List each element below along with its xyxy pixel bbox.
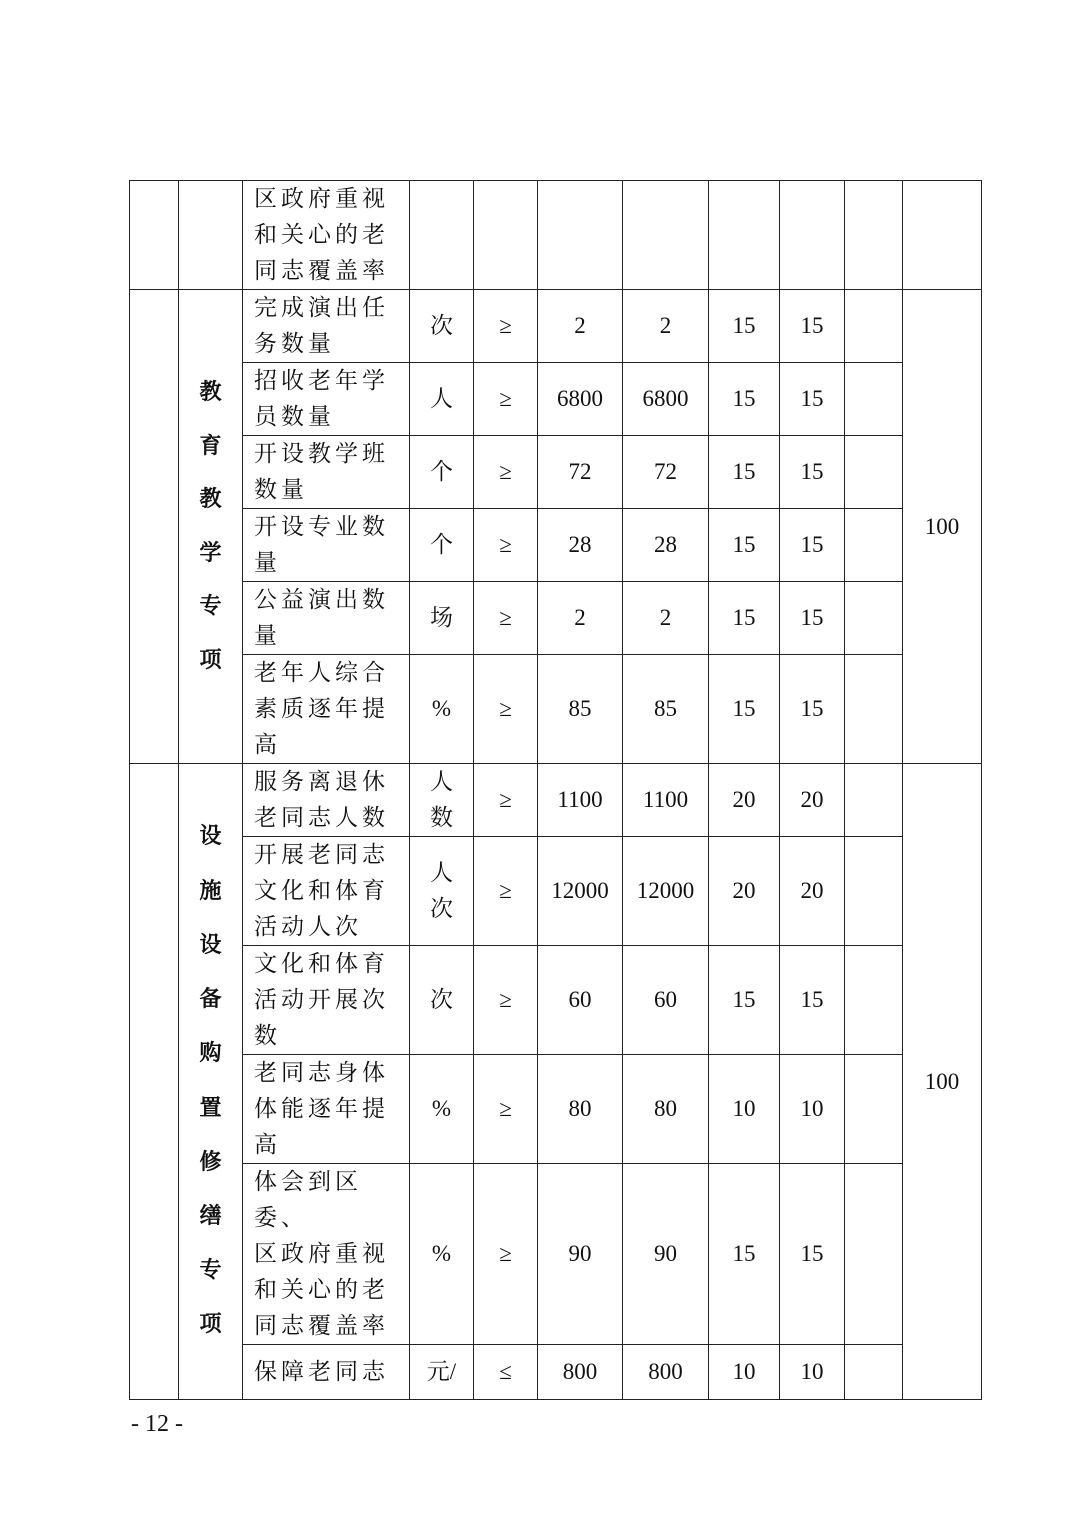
score-cell: 15: [780, 363, 845, 436]
actual-cell: 90: [623, 1164, 709, 1345]
empty-cell: [179, 181, 243, 290]
score-cell: [780, 181, 845, 290]
category-cell: [179, 290, 243, 764]
score-cell: 20: [780, 764, 845, 837]
op-cell: ≥: [474, 509, 538, 582]
category-label: 教育教学专项: [199, 380, 222, 673]
unit-cell: 人: [410, 363, 474, 436]
score-cell: 15: [780, 290, 845, 363]
indicator-cell: 服务离退休 老同志人数: [243, 764, 410, 837]
target-cell: 85: [538, 655, 623, 764]
empty-cell: [130, 764, 179, 1400]
performance-indicator-table: [129, 180, 982, 1400]
table-row: [130, 582, 982, 655]
op-cell: ≥: [474, 363, 538, 436]
op-cell: ≥: [474, 1055, 538, 1164]
note-cell: [845, 837, 903, 946]
page-number: - 12 -: [131, 1411, 183, 1437]
note-cell: [845, 290, 903, 363]
score-cell: 10: [780, 1055, 845, 1164]
table-row: [130, 290, 982, 363]
total-cell: [903, 181, 982, 290]
unit-cell: 元/: [410, 1345, 474, 1400]
indicator-cell: 老同志身体 体能逐年提 高: [243, 1055, 410, 1164]
target-cell: 72: [538, 436, 623, 509]
note-cell: [845, 655, 903, 764]
indicator-cell: 保障老同志: [243, 1345, 410, 1400]
indicator-cell: 开设专业数 量: [243, 509, 410, 582]
op-cell: ≥: [474, 764, 538, 837]
score-cell: 15: [780, 436, 845, 509]
indicator-cell: 老年人综合 素质逐年提 高: [243, 655, 410, 764]
indicator-cell: 开展老同志 文化和体育 活动人次: [243, 837, 410, 946]
target-cell: 1100: [538, 764, 623, 837]
score-cell: 20: [780, 837, 845, 946]
table-row: [130, 181, 982, 290]
actual-cell: 1100: [623, 764, 709, 837]
unit-cell: [410, 181, 474, 290]
op-cell: ≥: [474, 655, 538, 764]
op-cell: ≥: [474, 1164, 538, 1345]
weight-cell: 15: [709, 363, 780, 436]
unit-cell: %: [410, 655, 474, 764]
unit-cell: 个: [410, 436, 474, 509]
weight-cell: 15: [709, 509, 780, 582]
op-cell: ≥: [474, 436, 538, 509]
actual-cell: 28: [623, 509, 709, 582]
note-cell: [845, 946, 903, 1055]
table-row: [130, 764, 982, 837]
score-cell: 10: [780, 1345, 845, 1400]
target-cell: 12000: [538, 837, 623, 946]
weight-cell: 15: [709, 436, 780, 509]
actual-cell: 2: [623, 582, 709, 655]
actual-cell: 800: [623, 1345, 709, 1400]
note-cell: [845, 1345, 903, 1400]
weight-cell: 15: [709, 1164, 780, 1345]
actual-cell: 80: [623, 1055, 709, 1164]
weight-cell: 20: [709, 837, 780, 946]
table-row: [130, 1164, 982, 1345]
score-cell: 15: [780, 946, 845, 1055]
table-row: [130, 509, 982, 582]
table-row: [130, 363, 982, 436]
table-row: [130, 436, 982, 509]
weight-cell: 10: [709, 1345, 780, 1400]
weight-cell: 10: [709, 1055, 780, 1164]
target-cell: 2: [538, 582, 623, 655]
actual-cell: 12000: [623, 837, 709, 946]
empty-cell: [130, 181, 179, 290]
op-cell: ≥: [474, 837, 538, 946]
actual-cell: [623, 181, 709, 290]
indicator-cell: 文化和体育 活动开展次 数: [243, 946, 410, 1055]
note-cell: [845, 764, 903, 837]
indicator-cell: 招收老年学 员数量: [243, 363, 410, 436]
op-cell: ≥: [474, 946, 538, 1055]
note-cell: [845, 181, 903, 290]
weight-cell: 15: [709, 946, 780, 1055]
table-row: [130, 837, 982, 946]
category-cell: [179, 764, 243, 1400]
target-cell: [538, 181, 623, 290]
score-cell: 15: [780, 1164, 845, 1345]
indicator-cell: 区政府重视 和关心的老 同志覆盖率: [243, 181, 410, 290]
actual-cell: 60: [623, 946, 709, 1055]
actual-cell: 72: [623, 436, 709, 509]
target-cell: 80: [538, 1055, 623, 1164]
table-row: [130, 655, 982, 764]
score-cell: 15: [780, 655, 845, 764]
op-cell: ≤: [474, 1345, 538, 1400]
table-row: [130, 1345, 982, 1400]
target-cell: 28: [538, 509, 623, 582]
category-label: 设施设备购置修缮专项: [199, 824, 222, 1338]
weight-cell: 15: [709, 582, 780, 655]
unit-cell: 场: [410, 582, 474, 655]
weight-cell: 20: [709, 764, 780, 837]
note-cell: [845, 582, 903, 655]
indicator-cell: 公益演出数 量: [243, 582, 410, 655]
unit-cell: 个: [410, 509, 474, 582]
actual-cell: 85: [623, 655, 709, 764]
score-cell: 15: [780, 509, 845, 582]
weight-cell: [709, 181, 780, 290]
weight-cell: 15: [709, 290, 780, 363]
actual-cell: 6800: [623, 363, 709, 436]
indicator-cell: 完成演出任 务数量: [243, 290, 410, 363]
target-cell: 6800: [538, 363, 623, 436]
score-cell: 15: [780, 582, 845, 655]
op-cell: [474, 181, 538, 290]
target-cell: 60: [538, 946, 623, 1055]
actual-cell: 2: [623, 290, 709, 363]
op-cell: ≥: [474, 582, 538, 655]
op-cell: ≥: [474, 290, 538, 363]
unit-cell: 人 数: [410, 764, 474, 837]
unit-cell: %: [410, 1055, 474, 1164]
target-cell: 2: [538, 290, 623, 363]
total-cell: 100: [903, 290, 982, 764]
target-cell: 90: [538, 1164, 623, 1345]
unit-cell: %: [410, 1164, 474, 1345]
note-cell: [845, 363, 903, 436]
note-cell: [845, 436, 903, 509]
note-cell: [845, 509, 903, 582]
note-cell: [845, 1164, 903, 1345]
unit-cell: 次: [410, 946, 474, 1055]
weight-cell: 15: [709, 655, 780, 764]
note-cell: [845, 1055, 903, 1164]
unit-cell: 次: [410, 290, 474, 363]
total-cell: 100: [903, 764, 982, 1400]
table-row: [130, 946, 982, 1055]
indicator-cell: 开设教学班 数量: [243, 436, 410, 509]
empty-cell: [130, 290, 179, 764]
unit-cell: 人 次: [410, 837, 474, 946]
target-cell: 800: [538, 1345, 623, 1400]
indicator-cell: 体会到区委、 区政府重视 和关心的老 同志覆盖率: [243, 1164, 410, 1345]
table-row: [130, 1055, 982, 1164]
